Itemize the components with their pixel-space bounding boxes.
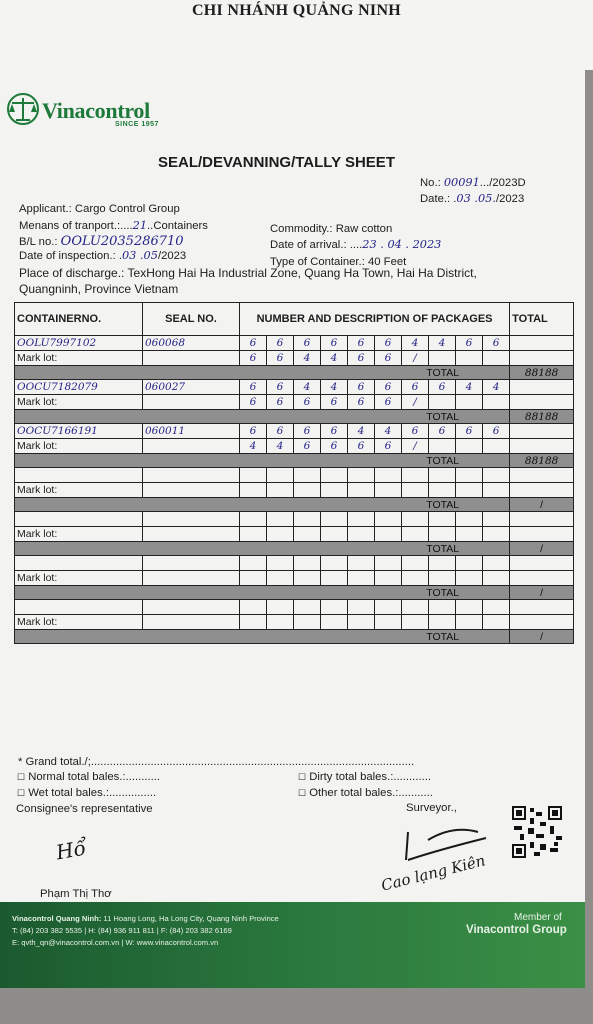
package-cell: 6 (267, 351, 294, 366)
package-cell: 6 (348, 336, 375, 351)
package-cell: 4 (375, 424, 402, 439)
package-cell: / (402, 395, 429, 410)
header-total: TOTAL (510, 303, 574, 336)
package-cell (402, 615, 429, 630)
footer-member-of: Member of (514, 912, 562, 923)
total-cell (510, 571, 574, 586)
table-row (15, 571, 574, 586)
package-cell (267, 600, 294, 615)
qr-code-icon (512, 806, 562, 858)
seal-no-cell (143, 468, 240, 483)
total-row (15, 542, 574, 556)
package-cell (456, 439, 483, 454)
mark-lot-label: Mark lot: (15, 571, 143, 586)
package-cell (321, 483, 348, 498)
total-cell (510, 468, 574, 483)
package-cell (456, 571, 483, 586)
package-cell: 6 (402, 380, 429, 395)
table-row (15, 351, 574, 366)
package-cell (429, 483, 456, 498)
mark-lot-label: Mark lot: (15, 439, 143, 454)
total-cell (510, 336, 574, 351)
package-cell: 6 (267, 336, 294, 351)
package-cell (456, 512, 483, 527)
package-cell: 6 (375, 351, 402, 366)
package-cell (483, 483, 510, 498)
checkbox-icon: ☐ (17, 788, 26, 798)
package-cell (483, 615, 510, 630)
package-cell (483, 468, 510, 483)
arrival-date-field: Date of arrival.: ....23 . 04 . 2023 (270, 238, 442, 251)
container-no-cell: OOCU7182079 (15, 380, 143, 395)
footer-address: Vinacontrol Quang Ninh: 11 Hoang Long, Ha Long City, Quang Ninh Province (12, 914, 279, 923)
header-container-no: CONTAINERNO. (15, 303, 143, 336)
package-cell: 6 (267, 424, 294, 439)
table-row (15, 439, 574, 454)
footer-group: Vinacontrol Group (466, 924, 567, 936)
package-cell (375, 468, 402, 483)
total-cell (510, 512, 574, 527)
package-cell: 6 (348, 395, 375, 410)
surveyor-label: Surveyor., (406, 802, 457, 814)
package-cell: 4 (348, 424, 375, 439)
total-cell (510, 600, 574, 615)
package-cell: 4 (402, 336, 429, 351)
package-cell (456, 468, 483, 483)
package-cell (240, 468, 267, 483)
package-cell: 4 (456, 380, 483, 395)
normal-bales-field: ☐ Normal total bales.:........... (17, 771, 161, 783)
total-label: TOTAL (15, 366, 510, 380)
package-cell (483, 395, 510, 410)
mark-lot-label: Mark lot: (15, 527, 143, 542)
total-row (15, 454, 574, 468)
package-cell (429, 527, 456, 542)
transport-field: Menans of tranport.:....21..Containers (19, 219, 208, 232)
package-cell (402, 600, 429, 615)
package-cell (456, 395, 483, 410)
discharge-place-line2: Quangninh, Province Vietnam (19, 282, 179, 296)
package-cell (240, 512, 267, 527)
package-cell (267, 571, 294, 586)
seal-no-cell (143, 527, 240, 542)
package-cell (375, 600, 402, 615)
container-no-cell: OOLU7997102 (15, 336, 143, 351)
surveyor-signature: Cao lạng Kiên (379, 851, 488, 895)
bl-field: B/L no.: OOLU2035286710 (19, 234, 184, 249)
package-cell (429, 351, 456, 366)
consignee-signature: Hổ (54, 835, 88, 865)
package-cell (429, 556, 456, 571)
mark-lot-label: Mark lot: (15, 395, 143, 410)
package-cell (456, 527, 483, 542)
total-label: TOTAL (15, 586, 510, 600)
package-cell (348, 571, 375, 586)
package-cell (375, 556, 402, 571)
table-row (15, 512, 574, 527)
tally-table (14, 302, 574, 644)
package-cell (321, 527, 348, 542)
package-cell: 6 (240, 351, 267, 366)
package-cell (348, 556, 375, 571)
footer (0, 902, 585, 988)
package-cell (267, 556, 294, 571)
total-label: TOTAL (15, 630, 510, 644)
package-cell: 6 (240, 424, 267, 439)
package-cell: 6 (348, 439, 375, 454)
package-cell (240, 556, 267, 571)
table-row (15, 556, 574, 571)
package-cell (483, 600, 510, 615)
package-cell (429, 571, 456, 586)
package-cell (402, 556, 429, 571)
package-cell (348, 615, 375, 630)
table-row (15, 468, 574, 483)
package-cell (348, 483, 375, 498)
package-cell (240, 527, 267, 542)
package-cell: 4 (294, 351, 321, 366)
total-cell (510, 351, 574, 366)
package-cell: 6 (429, 424, 456, 439)
total-cell (510, 615, 574, 630)
package-cell (402, 571, 429, 586)
package-cell (483, 351, 510, 366)
applicant-field: Applicant.: Cargo Control Group (19, 203, 180, 215)
table-row (15, 424, 574, 439)
package-cell (267, 512, 294, 527)
package-cell (483, 512, 510, 527)
package-cell (321, 571, 348, 586)
package-cell: 6 (429, 380, 456, 395)
total-value: 88188 (510, 366, 574, 380)
package-cell: 6 (348, 380, 375, 395)
package-cell (483, 556, 510, 571)
package-cell (240, 571, 267, 586)
package-cell: 6 (267, 395, 294, 410)
total-value: 88188 (510, 454, 574, 468)
package-cell: 6 (294, 336, 321, 351)
package-cell (294, 556, 321, 571)
checkbox-icon: ☐ (298, 788, 307, 798)
package-cell: 4 (240, 439, 267, 454)
package-cell: 6 (402, 424, 429, 439)
package-cell (348, 468, 375, 483)
table-row (15, 380, 574, 395)
seal-no-cell (143, 556, 240, 571)
package-cell (294, 468, 321, 483)
package-cell (348, 512, 375, 527)
total-row (15, 630, 574, 644)
package-cell: / (402, 439, 429, 454)
total-label: TOTAL (15, 542, 510, 556)
package-cell: 6 (348, 351, 375, 366)
package-cell: 6 (294, 439, 321, 454)
package-cell (267, 483, 294, 498)
package-cell (375, 527, 402, 542)
logo-wordmark: Vinacontrol (42, 98, 150, 123)
package-cell (240, 483, 267, 498)
seal-no-cell: 060068 (143, 336, 240, 351)
package-cell: 4 (267, 439, 294, 454)
package-cell: 6 (240, 336, 267, 351)
total-cell (510, 483, 574, 498)
package-cell (429, 512, 456, 527)
container-no-cell (15, 468, 143, 483)
package-cell: 4 (483, 380, 510, 395)
discharge-place-field: Place of discharge.: TexHong Hai Ha Industrial Zone, Quang Ha Town, Hai Ha District, (19, 266, 477, 280)
seal-no-cell (143, 600, 240, 615)
inspection-date-field: Date of inspection.: .03 .05/2023 (19, 249, 187, 262)
seal-no-cell (143, 395, 240, 410)
package-cell: / (402, 351, 429, 366)
package-cell (402, 527, 429, 542)
package-cell (456, 351, 483, 366)
total-value: / (510, 586, 574, 600)
package-cell (348, 527, 375, 542)
package-cell (402, 468, 429, 483)
total-label: TOTAL (15, 410, 510, 424)
table-row (15, 615, 574, 630)
total-row (15, 586, 574, 600)
tally-sheet (0, 70, 585, 988)
total-cell (510, 556, 574, 571)
package-cell: 4 (294, 380, 321, 395)
package-cell (321, 512, 348, 527)
package-cell (402, 483, 429, 498)
header-description: NUMBER AND DESCRIPTION OF PACKAGES (240, 303, 510, 336)
package-cell (294, 512, 321, 527)
package-cell: 6 (294, 395, 321, 410)
package-cell (456, 556, 483, 571)
package-cell (402, 512, 429, 527)
checkbox-icon: ☐ (298, 772, 307, 782)
package-cell: 6 (294, 424, 321, 439)
total-row (15, 410, 574, 424)
total-label: TOTAL (15, 454, 510, 468)
mark-lot-label: Mark lot: (15, 483, 143, 498)
footer-phone: T: (84) 203 382 5535 | H: (84) 936 911 811 | F: (84) 203 382 6169 (12, 926, 232, 935)
page-title: SEAL/DEVANNING/TALLY SHEET (158, 154, 395, 171)
branch-title: CHI NHÁNH QUẢNG NINH (191, 2, 402, 19)
table-row (15, 336, 574, 351)
package-cell: 6 (375, 336, 402, 351)
seal-no-cell (143, 351, 240, 366)
package-cell (267, 527, 294, 542)
total-value: / (510, 498, 574, 512)
mark-lot-label: Mark lot: (15, 351, 143, 366)
commodity-field: Commodity.: Raw cotton (270, 223, 393, 235)
package-cell (375, 615, 402, 630)
total-cell (510, 380, 574, 395)
package-cell: 4 (321, 351, 348, 366)
total-value: 88188 (510, 410, 574, 424)
container-type-field: Type of Container.: 40 Feet (270, 256, 407, 268)
package-cell (456, 600, 483, 615)
seal-no-cell (143, 483, 240, 498)
date-field: Date.: .03 .05./2023 (420, 192, 525, 205)
table-row (15, 395, 574, 410)
seal-no-cell (143, 512, 240, 527)
total-value: / (510, 542, 574, 556)
package-cell (483, 527, 510, 542)
consignee-label: Consignee's representative (16, 803, 153, 815)
package-cell: 6 (240, 395, 267, 410)
package-cell (294, 527, 321, 542)
logo-since: SINCE 1957 (115, 121, 159, 128)
no-field: No.: 00091.../2023D (420, 176, 526, 189)
package-cell (294, 600, 321, 615)
package-cell: 6 (240, 380, 267, 395)
package-cell (294, 571, 321, 586)
package-cell (267, 615, 294, 630)
grand-total: * Grand total./;....................................................................................................... (18, 756, 415, 768)
dirty-bales-field: ☐ Dirty total bales.:............ (298, 771, 432, 783)
total-cell (510, 439, 574, 454)
package-cell (375, 512, 402, 527)
package-cell (321, 600, 348, 615)
seal-no-cell (143, 615, 240, 630)
package-cell (429, 468, 456, 483)
package-cell (429, 395, 456, 410)
mark-lot-label: Mark lot: (15, 615, 143, 630)
table-row (15, 527, 574, 542)
package-cell: 6 (321, 336, 348, 351)
package-cell: 6 (483, 336, 510, 351)
total-cell (510, 395, 574, 410)
package-cell (429, 615, 456, 630)
package-cell: 6 (456, 424, 483, 439)
package-cell: 6 (321, 424, 348, 439)
package-cell: 6 (375, 380, 402, 395)
table-row (15, 483, 574, 498)
seal-no-cell: 060011 (143, 424, 240, 439)
table-header-row (15, 303, 574, 336)
package-cell: 6 (375, 439, 402, 454)
package-cell (294, 483, 321, 498)
container-no-cell (15, 556, 143, 571)
package-cell: 4 (429, 336, 456, 351)
package-cell (483, 439, 510, 454)
package-cell: 6 (456, 336, 483, 351)
package-cell (456, 483, 483, 498)
package-cell (321, 556, 348, 571)
seal-no-cell (143, 439, 240, 454)
package-cell (429, 439, 456, 454)
package-cell (321, 615, 348, 630)
package-cell: 6 (321, 395, 348, 410)
other-bales-field: ☐ Other total bales.:........... (298, 787, 433, 799)
package-cell (456, 615, 483, 630)
package-cell: 6 (375, 395, 402, 410)
container-no-cell (15, 512, 143, 527)
total-cell (510, 527, 574, 542)
package-cell (348, 600, 375, 615)
footer-contact: E: qvth_qn@vinacontrol.com.vn | W: www.vinacontrol.com.vn (12, 938, 219, 947)
container-no-cell (15, 600, 143, 615)
package-cell (240, 600, 267, 615)
package-cell (483, 571, 510, 586)
package-cell: 6 (267, 380, 294, 395)
package-cell (267, 468, 294, 483)
package-cell: 4 (321, 380, 348, 395)
container-no-cell: OOCU7166191 (15, 424, 143, 439)
package-cell (321, 468, 348, 483)
consignee-name: Phạm Thị Thơ (40, 888, 112, 900)
seal-no-cell: 060027 (143, 380, 240, 395)
header-seal-no: SEAL NO. (143, 303, 240, 336)
package-cell: 6 (483, 424, 510, 439)
total-cell (510, 424, 574, 439)
scales-logo-icon (4, 92, 42, 126)
table-row (15, 600, 574, 615)
checkbox-icon: ☐ (17, 772, 26, 782)
package-cell: 6 (321, 439, 348, 454)
total-row (15, 498, 574, 512)
package-cell (375, 571, 402, 586)
wet-bales-field: ☐ Wet total bales.:............... (17, 787, 157, 799)
package-cell (375, 483, 402, 498)
total-label: TOTAL (15, 498, 510, 512)
package-cell (429, 600, 456, 615)
total-value: / (510, 630, 574, 644)
total-row (15, 366, 574, 380)
package-cell (240, 615, 267, 630)
package-cell (294, 615, 321, 630)
seal-no-cell (143, 571, 240, 586)
